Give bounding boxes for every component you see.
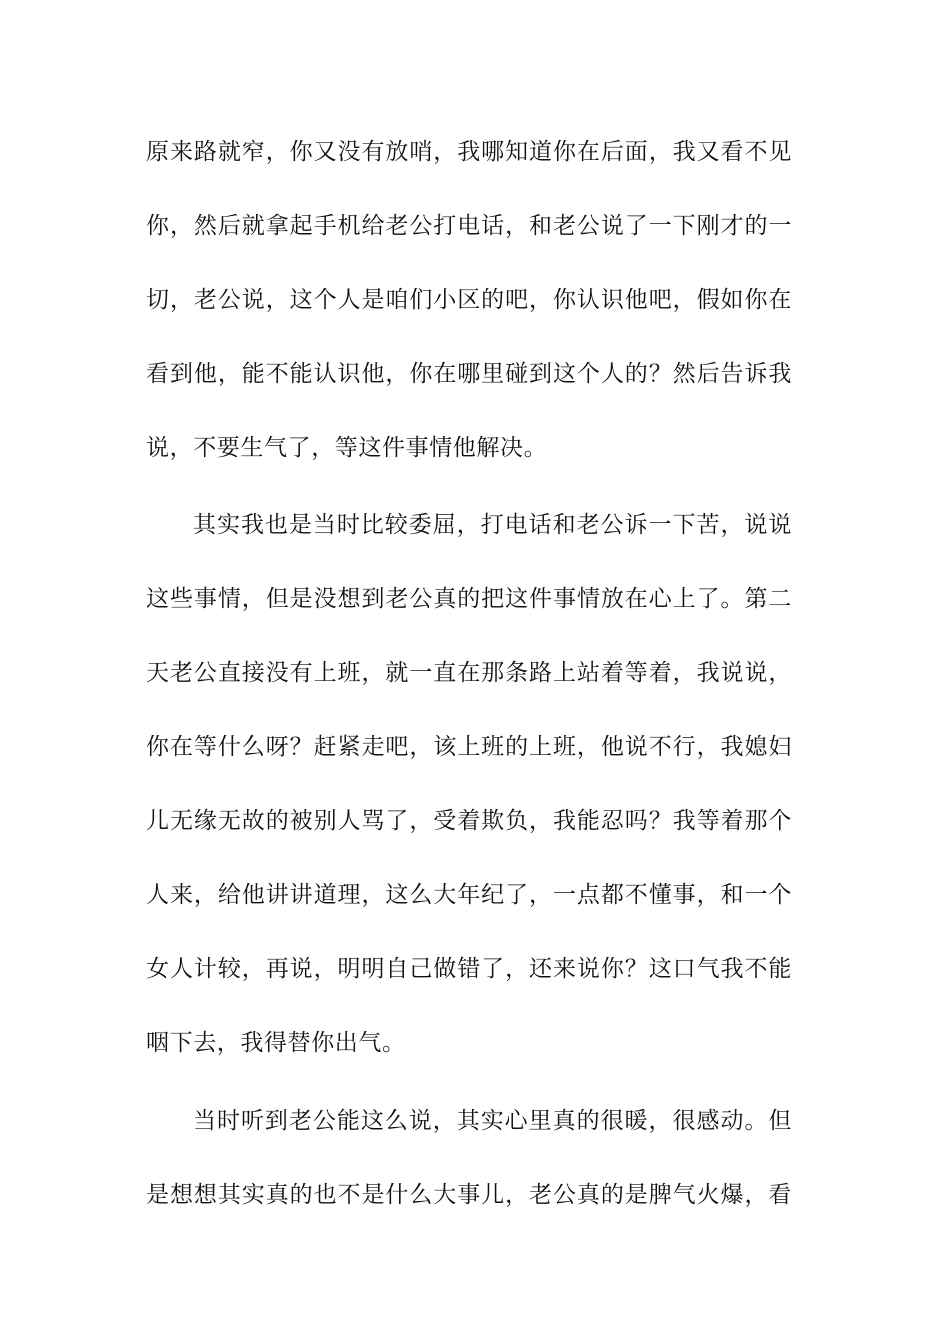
text-line: 咽下去，我得替你出气。 <box>146 1030 406 1056</box>
text-line: 儿无缘无故的被别人骂了，受着欺负，我能忍吗？我等着那个 <box>146 808 792 834</box>
text-line: 你在等什么呀？赶紧走吧，该上班的上班，他说不行，我媳妇 <box>146 734 792 760</box>
text-line: 切，老公说，这个人是咱们小区的吧，你认识他吧，假如你在 <box>146 287 792 313</box>
text-line: 其实我也是当时比较委屈，打电话和老公诉一下苦，说说 <box>193 512 792 538</box>
text-line: 女人计较，再说，明明自己做错了，还来说你？这口气我不能 <box>146 956 792 982</box>
text-line: 天老公直接没有上班，就一直在那条路上站着等着，我说说， <box>146 660 792 686</box>
text-line: 说，不要生气了，等这件事情他解决。 <box>146 435 548 461</box>
text-line: 看到他，能不能认识他，你在哪里碰到这个人的？然后告诉我 <box>146 361 792 387</box>
text-line: 当时听到老公能这么说，其实心里真的很暖，很感动。但 <box>193 1108 792 1134</box>
text-line: 是想想其实真的也不是什么大事儿，老公真的是脾气火爆，看 <box>146 1182 792 1208</box>
text-line: 人来，给他讲讲道理，这么大年纪了，一点都不懂事，和一个 <box>146 882 792 908</box>
text-line: 这些事情，但是没想到老公真的把这件事情放在心上了。第二 <box>146 586 792 612</box>
text-line: 原来路就窄，你又没有放哨，我哪知道你在后面，我又看不见 <box>146 139 792 165</box>
text-line: 你，然后就拿起手机给老公打电话，和老公说了一下刚才的一 <box>146 213 792 239</box>
